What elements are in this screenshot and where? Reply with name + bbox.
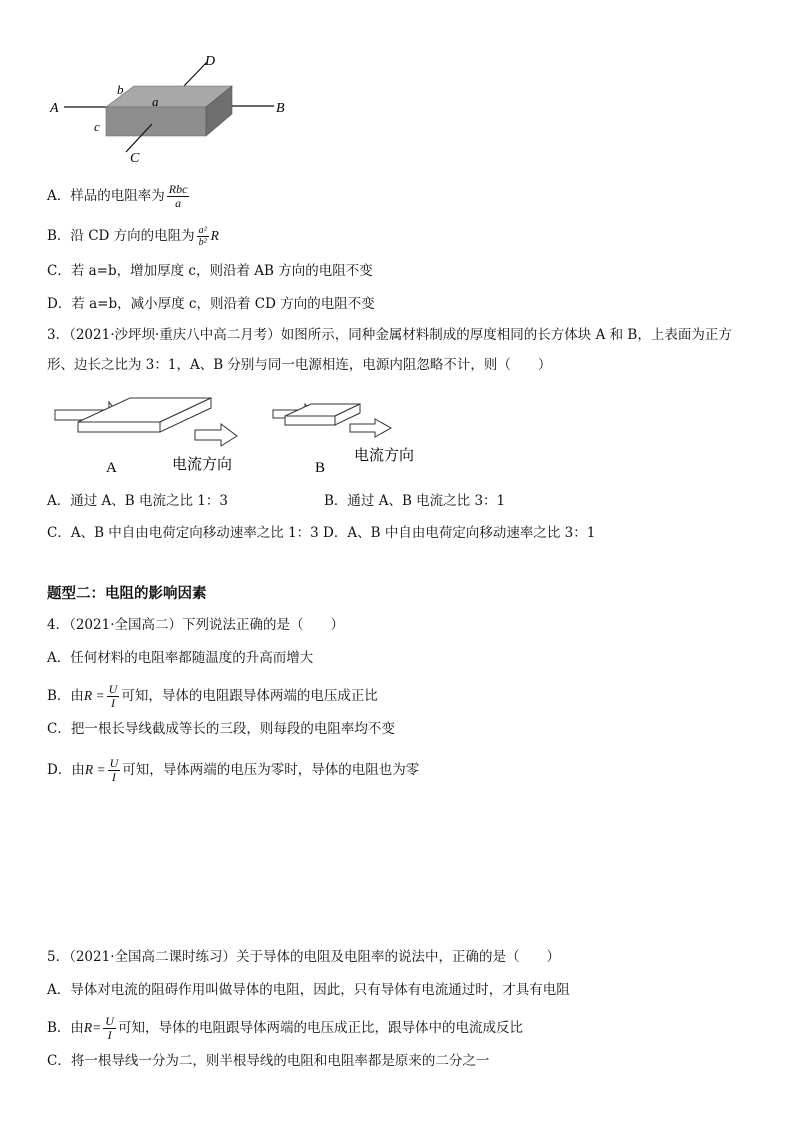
label-D: D [205,54,216,69]
q3-stem-line2: 形、边长之比为 3：1，A、B 分别与同一电源相连，电源内阻忽略不计，则（ ） [47,357,552,373]
block-b-current-label: 电流方向 [354,446,415,464]
q3-options-cd: C．A、B 中自由电荷定向移动速率之比 1：3 D．A、B 中自由电荷定向移动速率之比 3：1 [47,525,596,541]
q4-option-d-fraction: $\frac{U}{I}$ [109,756,119,784]
q4-option-c: C．把一根长导线截成等长的三段，则每段的电阻率均不变 [47,721,395,737]
q4-option-b: B．由R = $\frac{U}{I}$ 可知，导体的电阻跟导体两端的电压成正比 [47,682,378,710]
q5-option-b-fraction: $\frac{U}{I}$ [105,1014,114,1042]
q2-option-a: A．样品的电阻率为 $\frac{\text{Rbc}}{a}$ [47,182,188,210]
q4-option-d: D．由R = $\frac{U}{I}$ 可知，导体两端的电压为零时，导体的电阻也为零 [47,756,420,784]
q3-stem-line1: 3．（2021·沙坪坝·重庆八中高二月考）如图所示，同种金属材料制成的厚度相同的长方体块 A 和 B，上表面为正方 [47,327,732,343]
block-a-label: A [106,460,117,476]
block-a-current-label: 电流方向 [172,455,233,473]
q4-option-a: A．任何材料的电阻率都随温度的升高而增大 [47,650,314,666]
block-front-face [106,107,206,136]
section-title: 题型二：电阻的影响因素 [47,585,207,602]
block-b-label: B [315,460,326,476]
q5-stem: 5．（2021·全国高二课时练习）关于导体的电阻及电阻率的说法中，正确的是（ ） [47,949,560,965]
q2-option-c: C．若 a=b，增加厚度 c，则沿着 AB 方向的电阻不变 [47,263,373,279]
label-b: b [117,82,124,97]
figure-resistor-block [40,48,300,168]
label-a: a [152,94,159,109]
q3-option-a: A．通过 A、B 电流之比 1：3 [47,493,228,509]
label-c: c [94,119,100,134]
q4-option-b-fraction: $\frac{U}{I}$ [108,682,118,710]
block-b-front [285,416,335,425]
q2-option-a-fraction: $\frac{\text{Rbc}}{a}$ [168,182,188,210]
label-C: C [130,151,140,166]
q2-option-b: B．沿 CD 方向的电阻为 $\frac{\text{a²}}{\text{b²}}$ R [47,225,219,248]
q3-option-b: B．通过 A、B 电流之比 3：1 [324,493,506,509]
label-A: A [50,101,59,116]
q5-option-a: A．导体对电流的阻碍作用叫做导体的电阻，因此，只有导体有电流通过时，才具有电阻 [47,982,570,998]
q2-option-d: D．若 a=b，减小厚度 c，则沿着 CD 方向的电阻不变 [47,296,375,312]
q5-option-c: C．将一根导线一分为二，则半根导线的电阻和电阻率都是原来的二分之一 [47,1053,490,1069]
block-a-outlet-arrow [195,424,237,446]
figure-blocks-ab [45,388,445,480]
block-b-outlet-arrow [350,419,391,437]
q5-option-b: B．由R= $\frac{U}{I}$ 可知，导体的电阻跟导体两端的电压成正比，跟导体中的电流成反比 [47,1014,523,1042]
lead-d [184,62,207,86]
block-a-front [78,422,160,432]
q4-stem: 4．（2021·全国高二）下列说法正确的是（ ） [47,617,344,633]
q2-option-b-fraction: $\frac{\text{a²}}{\text{b²}}$ [198,225,207,248]
label-B: B [276,101,285,116]
